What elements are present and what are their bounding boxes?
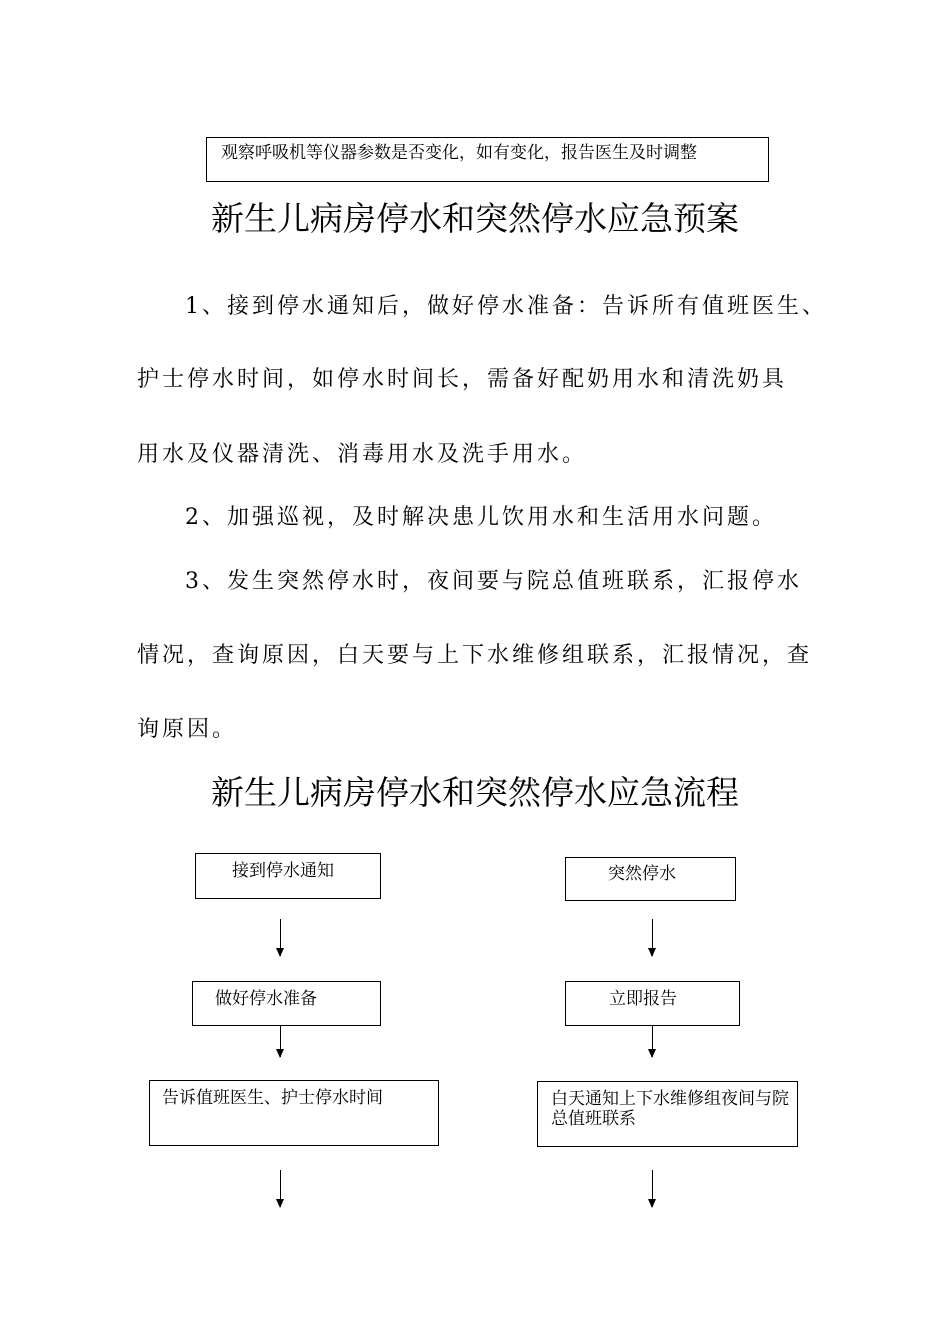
flow-left-arrow-2 [280, 1026, 281, 1057]
plan-line-6: 情况，查询原因，白天要与上下水维修组联系，汇报情况，查 [137, 643, 813, 668]
flow-right-arrow-2 [652, 1026, 653, 1057]
plan-line-7: 询原因。 [137, 717, 238, 742]
plan-line-2: 护士停水时间，如停水时间长，需备好配奶用水和清洗奶具 [137, 367, 788, 392]
top-note-box [206, 137, 769, 182]
flow-left-arrow-3 [280, 1170, 281, 1207]
flow-right-step-2-text: 立即报告 [609, 989, 677, 1009]
flow-left-arrow-1 [280, 919, 281, 956]
flow-left-step-1 [195, 853, 381, 899]
flow-right-step-2 [565, 981, 740, 1026]
flow-left-step-1-text: 接到停水通知 [232, 861, 334, 881]
flow-right-step-1 [565, 857, 736, 901]
flow-left-step-3-text: 告诉值班医生、护士停水时间 [162, 1088, 383, 1108]
flow-left-step-2-text: 做好停水准备 [215, 989, 317, 1009]
flow-right-step-3 [537, 1081, 798, 1147]
plan-line-3: 用水及仪器清洗、消毒用水及洗手用水。 [137, 442, 588, 467]
plan-title: 新生儿病房停水和突然停水应急预案 [211, 199, 739, 238]
top-note-text: 观察呼吸机等仪器参数是否变化，如有变化，报告医生及时调整 [221, 143, 697, 163]
plan-line-1: 1、接到停水通知后，做好停水准备：告诉所有值班医生、 [185, 294, 827, 319]
flow-right-step-3-text: 白天通知上下水维修组夜间与院总值班联系 [551, 1089, 789, 1129]
flow-right-step-1-text: 突然停水 [608, 864, 676, 884]
plan-line-5: 3、发生突然停水时，夜间要与院总值班联系，汇报停水 [185, 569, 802, 594]
flow-title: 新生儿病房停水和突然停水应急流程 [211, 773, 739, 812]
flow-left-step-3 [149, 1080, 439, 1146]
flow-right-arrow-3 [652, 1170, 653, 1207]
flow-left-step-2 [192, 981, 381, 1026]
plan-line-4: 2、加强巡视，及时解决患儿饮用水和生活用水问题。 [185, 505, 777, 530]
flow-right-arrow-1 [652, 919, 653, 956]
